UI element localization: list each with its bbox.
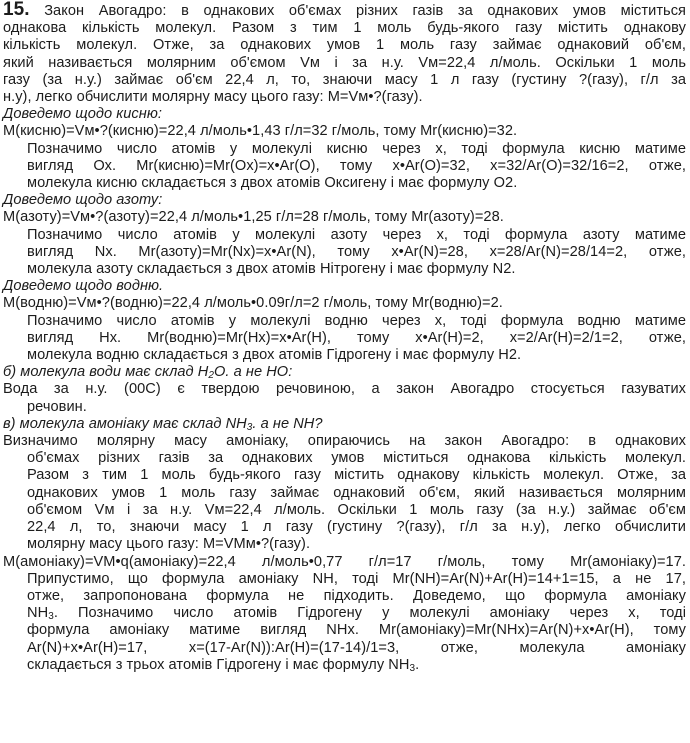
part-c-line-10: отже, запропонована формула не підходить. Доведемо, що формула амоніаку [27,587,686,604]
part-b-line-2: речовин. [27,398,87,415]
part-b-line-1: Вода за н.у. (00С) є твердою речовиною, а закон Авогадро стосується газуватих [3,381,686,398]
part-c-line-7: молярну масу цього газу: М=VМм•?(газу). [27,536,311,553]
problem-number: 15. [3,0,30,20]
hydrogen-line-3: молекула водню складається з двох атомів Гідрогену і має формулу H2. [27,347,522,364]
nitrogen-line-2: вигляд Nх. Mr(азоту)=Mr(Nx)=x•Ar(N), тому x•Ar(N)=28, x=28/Ar(N)=28/14=2, отже, [27,243,686,260]
intro-line-5: газу (за н.у.) займає об'єм 22,4 л, то, знаючи масу 1 л газу (густину ?(газу), г/л за [3,71,686,88]
hydrogen-line-2: вигляд Нх. Mr(водню)=Mr(Hx)=x•Ar(H), тому x•Ar(H)=2, x=2/Ar(H)=2/1=2, отже, [27,329,686,346]
part-c-line-6: 22,4 л, то, знаючи масу 1 л газу (густину ?(газу), г/л за н.у), легко обчислити [27,519,686,536]
part-c-line-5: об'ємом Vм і за н.у. Vм=22,4 л/моль. Оскільки 1 моль газу (за н.у.) займає об'єм [27,501,686,518]
part-b-heading: б) молекула води має склад $H_2O$. а не HO: [3,364,293,382]
part-c-line-13: Ar(N)+x•Ar(H)=17, x=(17-Ar(N)):Ar(H)=(17-14)/1=3, отже, молекула амоніаку [27,639,686,656]
part-c-heading: в) молекула амоніаку має склад $NH_3$. а не NH? [3,415,323,433]
intro-line-6: н.у), легко обчислити молярну масу цього газу: М=Vм•?(газу). [3,89,423,106]
hydrogen-calc: M(водню)=Vм•?(водню)=22,4 л/моль•0.09г/л=2 г/моль, тому Mr(водню)=2. [3,295,503,312]
oxygen-line-1: Позначимо число атомів у молекулі кисню через х, тоді формула кисню матиме [27,140,686,157]
nitrogen-heading: Доведемо щодо азоту: [3,192,163,209]
part-c-line-14: складається з трьох атомів Гідрогену і має формулу $NH_3$. [27,656,420,674]
oxygen-heading: Доведемо щодо кисню: [3,106,162,123]
intro-line-4: який називається молярним об'ємом Vм і за н.у. Vм=22,4 л/моль. Оскільки 1 моль [3,54,686,71]
hydrogen-line-1: Позначимо число атомів у молекулі водню через х, тоді формула водню матиме [27,312,686,329]
oxygen-calc: M(кисню)=Vм•?(кисню)=22,4 л/моль•1,43 г/л=32 г/моль, тому Mr(кисню)=32. [3,123,518,140]
nitrogen-calc: M(азоту)=Vм•?(азоту)=22,4 л/моль•1,25 г/л=28 г/моль, тому Mr(азоту)=28. [3,209,504,226]
part-c-line-11: $NH_3$. Позначимо число атомів Гідрогену у молекулі амоніаку через х, тоді [27,605,686,623]
intro-line-2: однакова кількість молекул. Разом з тим 1 моль будь-якого газу містить однакову [3,20,686,37]
part-c-line-8: М(амоніаку)=VМ•q(амоніаку)=22,4 л/моль•0,77 г/л=17 г/моль, тому Mr(амоніаку)=17. [3,553,686,570]
oxygen-line-3: молекула кисню складається з двох атомів Оксигену і має формулу O2. [27,175,518,192]
part-c-line-4: однакових умов 1 моль газу займає однаковий об'єм, який називається молярним [27,484,686,501]
part-c-line-9: Припустимо, що формула амоніаку NH, тоді Mr(NH)=Ar(N)+Ar(H)=14+1=15, а не 17, [27,570,686,587]
part-c-line-2: об'ємах різних газів за однакових умов міститься однакова кількість молекул. [27,450,686,467]
oxygen-line-2: вигляд Ох. Mr(кисню)=Mr(Ox)=x•Ar(O), тому x•Ar(O)=32, x=32/Ar(O)=32/16=2, отже, [27,157,686,174]
intro-line-3: кількість молекул. Отже, за однакових умов 1 моль газу займає однаковий об'єм, [3,37,686,54]
nitrogen-line-3: молекула азоту складається з двох атомів Нітрогену і має формулу N2. [27,261,516,278]
hydrogen-heading: Доведемо щодо водню. [3,278,164,295]
part-c-line-1: Визначимо молярну масу амоніаку, опираючись на закон Авогадро: в однакових [3,433,686,450]
part-c-line-3: Разом з тим 1 моль будь-якого газу містить однакову кількість молекул. Отже, за [27,467,686,484]
nitrogen-line-1: Позначимо число атомів у молекулі азоту через х, тоді формула азоту матиме [27,226,686,243]
intro-line-1: 15. Закон Авогадро: в однакових об'ємах різних газів за однакових умов міститься [3,0,687,20]
part-c-line-12: формула амоніаку матиме вигляд NHx. Mr(амоніаку)=Mr(NHx)=Ar(N)+x•Ar(H), тому [27,622,686,639]
